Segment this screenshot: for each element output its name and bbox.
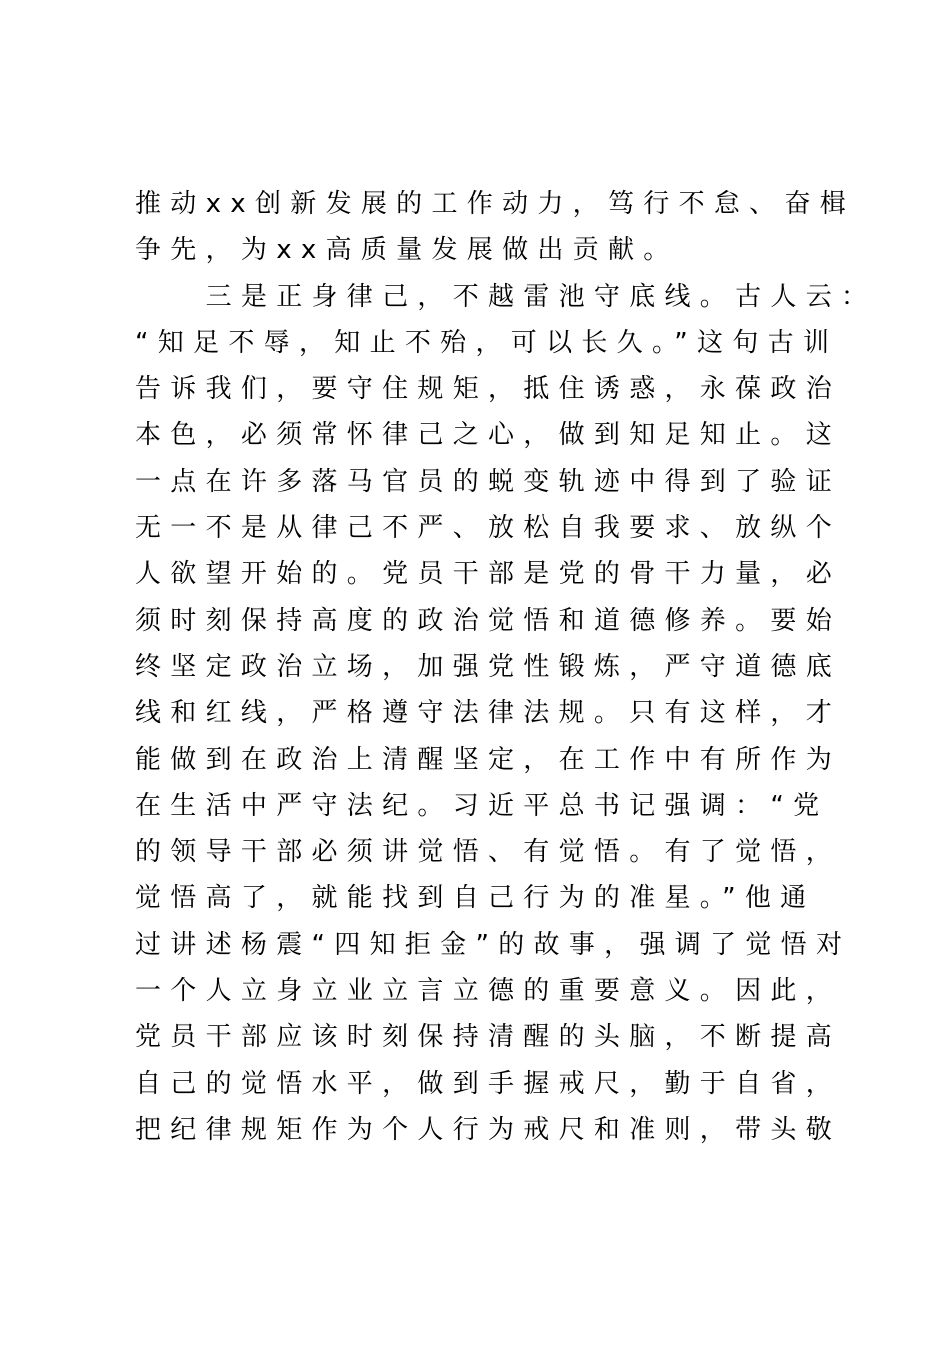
text-line: 本色，必须常怀律己之心，做到知足知止。这 xyxy=(135,420,842,451)
text-line: 须时刻保持高度的政治觉悟和道德修养。要始 xyxy=(135,605,842,636)
text-line: 把纪律规矩作为个人行为戒尺和准则，带头敬 xyxy=(135,1114,842,1145)
text-line: “知足不辱，知止不殆，可以长久。”这句古训 xyxy=(135,327,839,358)
text-line: 三是正身律己，不越雷池守底线。古人云： xyxy=(135,281,877,312)
text-line: 过讲述杨震“四知拒金”的故事，强调了觉悟对 xyxy=(135,929,852,960)
text-line: 线和红线，严格遵守法律法规。只有这样，才 xyxy=(135,698,842,729)
body-text xyxy=(135,181,877,1153)
text-line: 自己的觉悟水平，做到手握戒尺，勤于自省， xyxy=(135,1068,842,1099)
text-line: 在生活中严守法纪。习近平总书记强调：“党 xyxy=(135,790,829,821)
text-line: 告诉我们，要守住规矩，抵住诱惑，永葆政治 xyxy=(135,374,842,405)
text-line: 争先，为xx高质量发展做出贡献。 xyxy=(135,235,679,266)
text-line: 终坚定政治立场，加强党性锻炼，严守道德底 xyxy=(135,651,842,682)
text-line: 推动xx创新发展的工作动力，笃行不怠、奋楫 xyxy=(135,189,856,219)
text-line: 觉悟高了，就能找到自己行为的准星。”他通 xyxy=(135,883,816,914)
text-line: 一个人立身立业立言立德的重要意义。因此， xyxy=(135,976,842,1007)
text-line: 能做到在政治上清醒坚定，在工作中有所作为 xyxy=(135,744,842,775)
text-line: 的领导干部必须讲觉悟、有觉悟。有了觉悟， xyxy=(135,837,842,868)
text-line: 人欲望开始的。党员干部是党的骨干力量，必 xyxy=(135,559,842,590)
text-line: 一点在许多落马官员的蜕变轨迹中得到了验证 xyxy=(135,466,842,497)
text-line: 党员干部应该时刻保持清醒的头脑，不断提高 xyxy=(135,1022,842,1053)
text-line: 无一不是从律己不严、放松自我要求、放纵个 xyxy=(135,513,842,544)
